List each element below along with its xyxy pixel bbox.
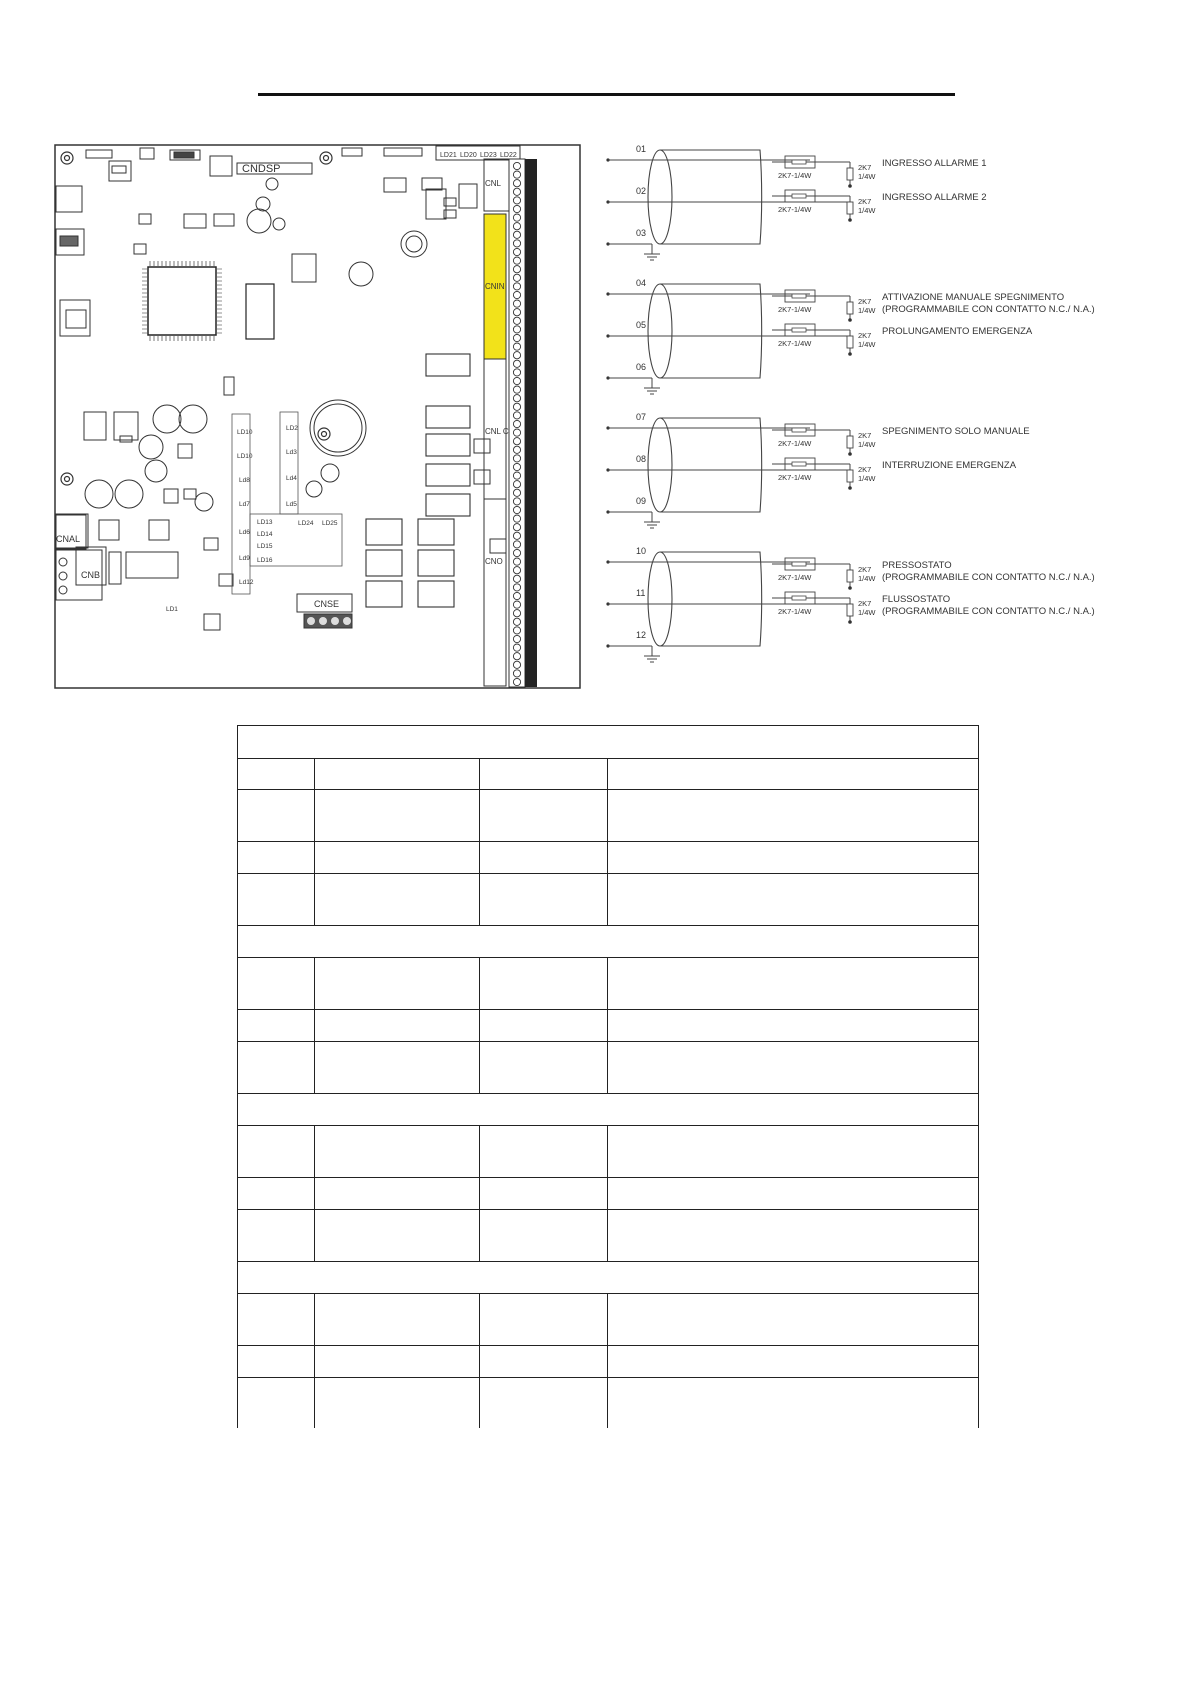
series-resistor <box>792 160 806 164</box>
input-label: PRESSOSTATO <box>882 560 952 571</box>
resistor-label: 2K7-1/4W <box>778 439 812 448</box>
terminal-screw <box>513 309 520 316</box>
cable-shield-end <box>648 418 672 512</box>
led-label: Ld5 <box>286 501 297 508</box>
terminal-screw <box>513 300 520 307</box>
end-of-line-resistor <box>847 168 853 180</box>
terminal-screw <box>513 463 520 470</box>
resistor-power: 1/4W <box>858 608 876 617</box>
led-label: LD22 <box>500 152 517 159</box>
terminal-screw <box>513 653 520 660</box>
terminal-screw <box>513 592 520 599</box>
resistor-power: 1/4W <box>858 206 876 215</box>
led-label: LD21 <box>440 152 457 159</box>
input-label: ATTIVAZIONE MANUALE SPEGNIMENTO <box>882 292 1065 303</box>
led-label: LD20 <box>460 152 477 159</box>
terminal-screw <box>513 446 520 453</box>
resistor-label: 2K7-1/4W <box>778 305 812 314</box>
end-of-line-resistor <box>847 604 853 616</box>
table-row <box>238 1042 979 1094</box>
junction-dot <box>848 184 852 188</box>
resistor-label: 2K7-1/4W <box>778 473 812 482</box>
terminal-screw <box>513 352 520 359</box>
end-of-line-resistor <box>847 436 853 448</box>
led-label: LD2 <box>286 425 298 432</box>
terminal-screw <box>513 524 520 531</box>
series-resistor <box>792 596 806 600</box>
terminal-screw <box>513 377 520 384</box>
terminal-screw <box>513 162 520 169</box>
connection-table <box>237 725 979 1428</box>
end-of-line-resistor <box>847 202 853 214</box>
ground-icon <box>644 522 660 528</box>
terminal-screw <box>513 489 520 496</box>
input-circuit <box>772 190 987 222</box>
terminal-screw <box>513 472 520 479</box>
terminal-screw <box>513 498 520 505</box>
resistor-power: 1/4W <box>858 172 876 181</box>
cable-shield <box>660 284 762 378</box>
led-label: Ld7 <box>239 501 250 508</box>
table-row <box>238 1126 979 1178</box>
cndsp-label: CNDSP <box>242 163 281 175</box>
series-resistor <box>792 328 806 332</box>
terminal-screw <box>513 317 520 324</box>
pcb-layout <box>54 144 581 689</box>
series-resistor <box>792 294 806 298</box>
terminal-label: 05 <box>636 320 647 330</box>
terminal-screw <box>513 420 520 427</box>
table-row <box>238 790 979 842</box>
input-label: PROLUNGAMENTO EMERGENZA <box>882 326 1033 337</box>
resistor-value: 2K7 <box>858 163 872 172</box>
terminal-screw <box>513 257 520 264</box>
junction-dot <box>848 218 852 222</box>
cable-shield <box>660 552 762 646</box>
terminal-screw <box>513 678 520 685</box>
resistor-power: 1/4W <box>858 306 876 315</box>
end-of-line-resistor <box>847 570 853 582</box>
terminal-screw <box>513 532 520 539</box>
wiring-group <box>606 144 986 260</box>
terminal-screw <box>513 223 520 230</box>
table-section-row <box>238 1262 979 1294</box>
resistor-label: 2K7-1/4W <box>778 205 812 214</box>
terminal-screw <box>513 231 520 238</box>
table-section-row <box>238 1094 979 1126</box>
table-row <box>238 1346 979 1378</box>
junction-dot <box>848 486 852 490</box>
cnin-label: CNIN <box>485 282 505 291</box>
terminal-screw <box>513 395 520 402</box>
terminal-screw <box>513 601 520 608</box>
wiring-group <box>606 278 1094 394</box>
terminal-label: 04 <box>636 278 647 288</box>
terminal-screw <box>513 558 520 565</box>
led-label: LD16 <box>257 557 273 564</box>
cnse-label: CNSE <box>314 599 340 609</box>
table-row <box>238 1378 979 1428</box>
ground-icon <box>644 254 660 260</box>
terminal-label: 08 <box>636 454 647 464</box>
junction-dot <box>848 352 852 356</box>
resistor-value: 2K7 <box>858 197 872 206</box>
wiring-diagram <box>600 140 1160 680</box>
terminal-label: 07 <box>636 412 647 422</box>
ground-icon <box>644 388 660 394</box>
terminal-label: 10 <box>636 546 647 556</box>
table-row <box>238 1178 979 1210</box>
input-label: (PROGRAMMABILE CON CONTATTO N.C./ N.A.) <box>882 304 1095 315</box>
cno-label: CNO <box>485 557 503 566</box>
end-of-line-resistor <box>847 470 853 482</box>
input-circuit <box>772 424 1030 456</box>
terminal-screw <box>513 291 520 298</box>
resistor-label: 2K7-1/4W <box>778 171 812 180</box>
terminal-screw <box>513 266 520 273</box>
terminal-label: 09 <box>636 496 647 506</box>
cable-shield-end <box>648 552 672 646</box>
table-row <box>238 874 979 926</box>
terminal-screw <box>513 481 520 488</box>
resistor-label: 2K7-1/4W <box>778 339 812 348</box>
resistor-value: 2K7 <box>858 331 872 340</box>
led-label: LD15 <box>257 543 273 550</box>
input-label: (PROGRAMMABILE CON CONTATTO N.C./ N.A.) <box>882 606 1095 617</box>
cable-shield <box>660 150 762 244</box>
terminal-screw <box>513 343 520 350</box>
led-label: Ld3 <box>286 449 297 456</box>
junction-dot <box>848 318 852 322</box>
resistor-power: 1/4W <box>858 474 876 483</box>
series-resistor <box>792 462 806 466</box>
resistor-value: 2K7 <box>858 565 872 574</box>
table-title-row <box>238 726 979 759</box>
input-circuit <box>772 290 1095 322</box>
title-rule <box>258 93 955 96</box>
end-of-line-resistor <box>847 302 853 314</box>
resistor-power: 1/4W <box>858 574 876 583</box>
cable-shield <box>660 418 762 512</box>
terminal-screw <box>513 205 520 212</box>
input-label: INTERRUZIONE EMERGENZA <box>882 460 1017 471</box>
terminal-screw <box>513 386 520 393</box>
terminal-screw <box>513 248 520 255</box>
terminal-screw <box>513 403 520 410</box>
junction-dot <box>848 620 852 624</box>
terminal-screw <box>513 412 520 419</box>
input-label: INGRESSO ALLARME 1 <box>882 158 987 169</box>
terminal-label: 06 <box>636 362 647 372</box>
cnal-label: CNAL <box>56 534 81 544</box>
series-resistor <box>792 428 806 432</box>
input-label: INGRESSO ALLARME 2 <box>882 192 987 203</box>
terminal-screw <box>513 240 520 247</box>
terminal-screw <box>513 180 520 187</box>
table-row <box>238 1294 979 1346</box>
terminal-screw <box>513 274 520 281</box>
terminal-screw <box>513 429 520 436</box>
end-of-line-resistor <box>847 336 853 348</box>
resistor-power: 1/4W <box>858 340 876 349</box>
input-circuit <box>772 458 1017 490</box>
terminal-screw <box>513 334 520 341</box>
terminal-screw <box>513 567 520 574</box>
led-label: LD1 <box>166 606 178 613</box>
cable-shield-end <box>648 284 672 378</box>
led-label: Ld12 <box>239 579 254 586</box>
ground-icon <box>644 656 660 662</box>
wiring-group <box>606 412 1029 528</box>
terminal-screw <box>513 635 520 642</box>
cnl-mid-label: CNL C <box>485 427 509 436</box>
table-section-row <box>238 926 979 958</box>
resistor-value: 2K7 <box>858 431 872 440</box>
junction-dot <box>848 452 852 456</box>
terminal-screw <box>513 618 520 625</box>
terminal-screw <box>513 188 520 195</box>
terminal-screw <box>513 610 520 617</box>
terminal-label: 02 <box>636 186 647 196</box>
led-label: Ld4 <box>286 475 297 482</box>
terminal-screw <box>513 575 520 582</box>
cnb-label: CNB <box>81 570 101 580</box>
cable-shield-end <box>648 150 672 244</box>
led-label: LD10 <box>237 453 253 460</box>
led-label: LD23 <box>480 152 497 159</box>
resistor-value: 2K7 <box>858 599 872 608</box>
terminal-screw <box>513 670 520 677</box>
terminal-screw <box>513 360 520 367</box>
terminal-label: 03 <box>636 228 647 238</box>
terminal-screw <box>513 326 520 333</box>
terminal-screw <box>513 584 520 591</box>
led-label: LD25 <box>322 520 338 527</box>
main-mcu <box>148 267 216 335</box>
wiring-group <box>606 546 1094 662</box>
terminal-screw <box>513 369 520 376</box>
terminal-label: 01 <box>636 144 647 154</box>
led-label: LD10 <box>237 429 253 436</box>
terminal-screw <box>513 283 520 290</box>
terminal-screw <box>513 661 520 668</box>
terminal-screws <box>513 162 520 685</box>
input-label: SPEGNIMENTO SOLO MANUALE <box>882 426 1030 437</box>
led-label: LD13 <box>257 519 273 526</box>
resistor-label: 2K7-1/4W <box>778 607 812 616</box>
input-label: (PROGRAMMABILE CON CONTATTO N.C./ N.A.) <box>882 572 1095 583</box>
resistor-power: 1/4W <box>858 440 876 449</box>
terminal-screw <box>513 455 520 462</box>
terminal-label: 12 <box>636 630 647 640</box>
input-label: FLUSSOSTATO <box>882 594 951 605</box>
terminal-screw <box>513 541 520 548</box>
resistor-label: 2K7-1/4W <box>778 573 812 582</box>
resistor-value: 2K7 <box>858 465 872 474</box>
terminal-screw <box>513 438 520 445</box>
resistor-value: 2K7 <box>858 297 872 306</box>
led-label: Ld6 <box>239 529 250 536</box>
terminal-screw <box>513 214 520 221</box>
input-circuit <box>772 592 1095 624</box>
terminal-screw <box>513 171 520 178</box>
table-row <box>238 958 979 1010</box>
terminal-screw <box>513 549 520 556</box>
terminal-screw <box>513 627 520 634</box>
table-header-row <box>238 759 979 790</box>
table-row <box>238 842 979 874</box>
terminal-screw <box>513 515 520 522</box>
led-label: Ld8 <box>239 477 250 484</box>
series-resistor <box>792 562 806 566</box>
table-row <box>238 1010 979 1042</box>
led-label: Ld9 <box>239 555 250 562</box>
terminal-label: 11 <box>636 588 646 598</box>
led-label: LD24 <box>298 520 314 527</box>
junction-dot <box>848 586 852 590</box>
input-circuit <box>772 324 1033 356</box>
table-row <box>238 1210 979 1262</box>
terminal-screw <box>513 197 520 204</box>
cnl-top-label: CNL <box>485 179 502 188</box>
terminal-screw <box>513 644 520 651</box>
input-circuit <box>772 156 987 188</box>
series-resistor <box>792 194 806 198</box>
input-circuit <box>772 558 1095 590</box>
led-label: LD14 <box>257 531 273 538</box>
terminal-screw <box>513 506 520 513</box>
